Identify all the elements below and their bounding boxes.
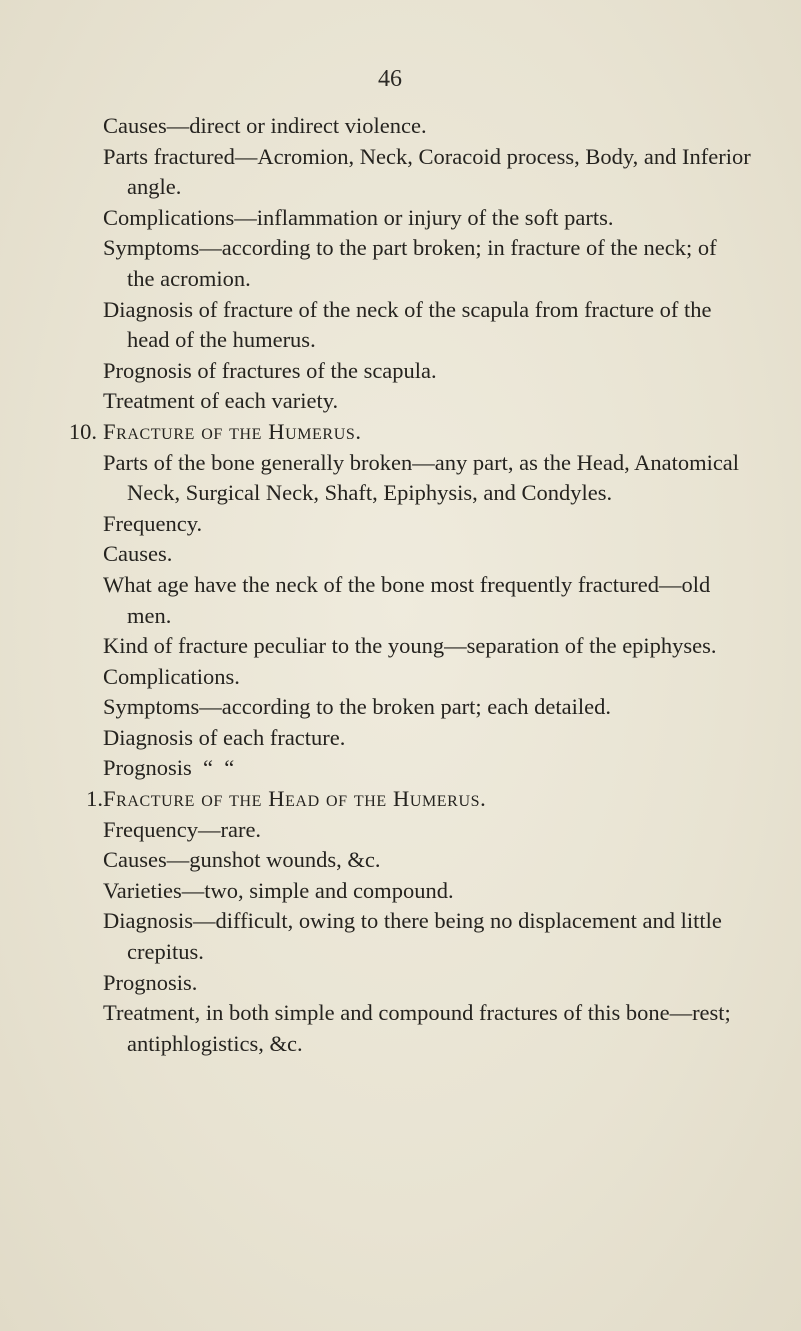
parts-broken-line: Parts of the bone generally broken—any part, as the Head, Anatomical Neck, Surgical Neck, Shaft, Epiphysis, and Condyles. — [103, 449, 740, 506]
page-number: 46 — [378, 66, 402, 92]
varieties-line: Varieties—two, simple and compound. — [103, 877, 454, 903]
section-title: Fracture of the Humerus. — [103, 418, 362, 444]
symptoms-line: Symptoms—according to the broken part; each detailed. — [103, 694, 611, 720]
section-title: Fracture of the Head of the Humerus. — [103, 786, 487, 812]
complications-line: Complications. — [103, 663, 240, 689]
page-body — [0, 111, 801, 1059]
diagnosis-line: Diagnosis of fracture of the neck of the scapula from fracture of the head of the humerus. — [103, 296, 712, 353]
parts-fractured-line: Parts fractured—Acromion, Neck, Coracoid process, Body, and Inferior angle. — [103, 143, 751, 200]
treatment-line: Treatment of each variety. — [103, 388, 339, 414]
symptoms-line: Symptoms—according to the part broken; in fracture of the neck; of the acromion. — [103, 235, 717, 291]
causes-line: Causes—direct or indirect violence. — [103, 113, 427, 138]
kind-fracture-line: Kind of fracture peculiar to the young—separation of the epiphyses. — [103, 633, 717, 659]
diagnosis-line: Diagnosis of each fracture. — [103, 724, 346, 750]
frequency-line: Frequency. — [103, 510, 203, 536]
section-heading-head-of-humerus — [0, 784, 801, 815]
treatment-line: Treatment, in both simple and compound fractures of this bone—rest; antiphlogistics, &c. — [103, 1000, 731, 1056]
section-number: 1. — [86, 786, 103, 812]
prognosis-line: Prognosis of fractures of the scapula. — [103, 357, 437, 383]
causes-line: Causes—gunshot wounds, &c. — [103, 847, 381, 873]
causes-line: Causes. — [103, 541, 173, 567]
section-number: 10. — [68, 418, 97, 444]
section-heading-humerus — [0, 417, 801, 448]
complications-line: Complications—inflammation or injury of the soft parts. — [103, 204, 614, 230]
diagnosis-line: Diagnosis—difficult, owing to there being no displacement and little crepitus. — [103, 908, 722, 965]
prognosis-line: Prognosis. — [103, 969, 198, 995]
prognosis-line: Prognosis “ “ — [103, 755, 235, 781]
age-question-line: What age have the neck of the bone most frequently fractured—old men. — [103, 571, 711, 628]
frequency-line: Frequency—rare. — [103, 816, 262, 842]
